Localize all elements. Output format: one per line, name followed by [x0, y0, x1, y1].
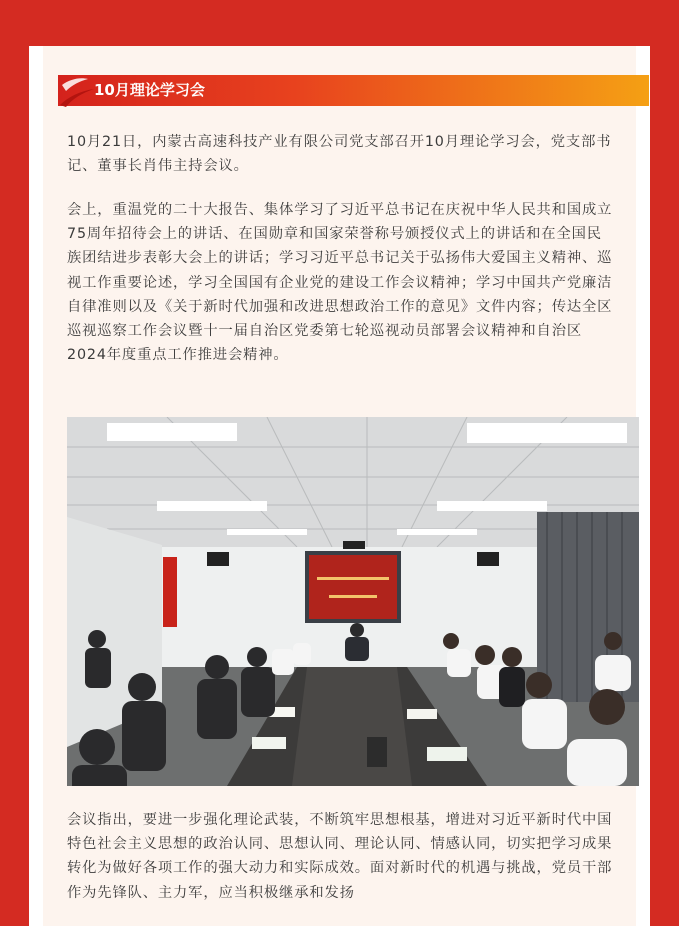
article-card — [29, 46, 650, 926]
article-panel — [43, 46, 636, 926]
section-banner — [58, 75, 649, 106]
section-title: 10月理论学习会 — [94, 81, 205, 99]
paragraph-intro: 10月21日，内蒙古高速科技产业有限公司党支部召开10月理论学习会，党支部书记、董事长肖伟主持会议。 — [67, 134, 612, 175]
swoosh-icon — [58, 75, 98, 109]
paragraph-content: 会上，重温党的二十大报告、集体学习了习近平总书记在庆祝中华人民共和国成立75周年招待会上的讲话、在国勋章和国家荣誉称号颁授仪式上的讲话和在全国民族团结进步表彰大会上的讲话；学习习近平总书记关于弘扬伟大爱国主义精神、巡视工作重要论述，学习全国国有企业党的建设工作会议精神；学习中国共产党廉洁自律准则以及《关于新时代加强和改进思想政治工作的意见》文件内容；传达全区巡视巡察工作会议暨十一届自治区党委第七轮巡视动员部署会议精神和自治区2024年度重点工作推进会精神。 — [67, 202, 613, 364]
paragraph-summary: 会议指出，要进一步强化理论武装，不断筑牢思想根基，增进对习近平新时代中国特色社会主义思想的政治认同、思想认同、理论认同、情感认同，切实把学习成果转化为做好各项工作的强大动力和实际成效。面对新时代的机遇与挑战，党员干部作为先锋队、主力军，应当积极继承和发扬 — [67, 812, 613, 901]
meeting-photo — [67, 417, 639, 786]
